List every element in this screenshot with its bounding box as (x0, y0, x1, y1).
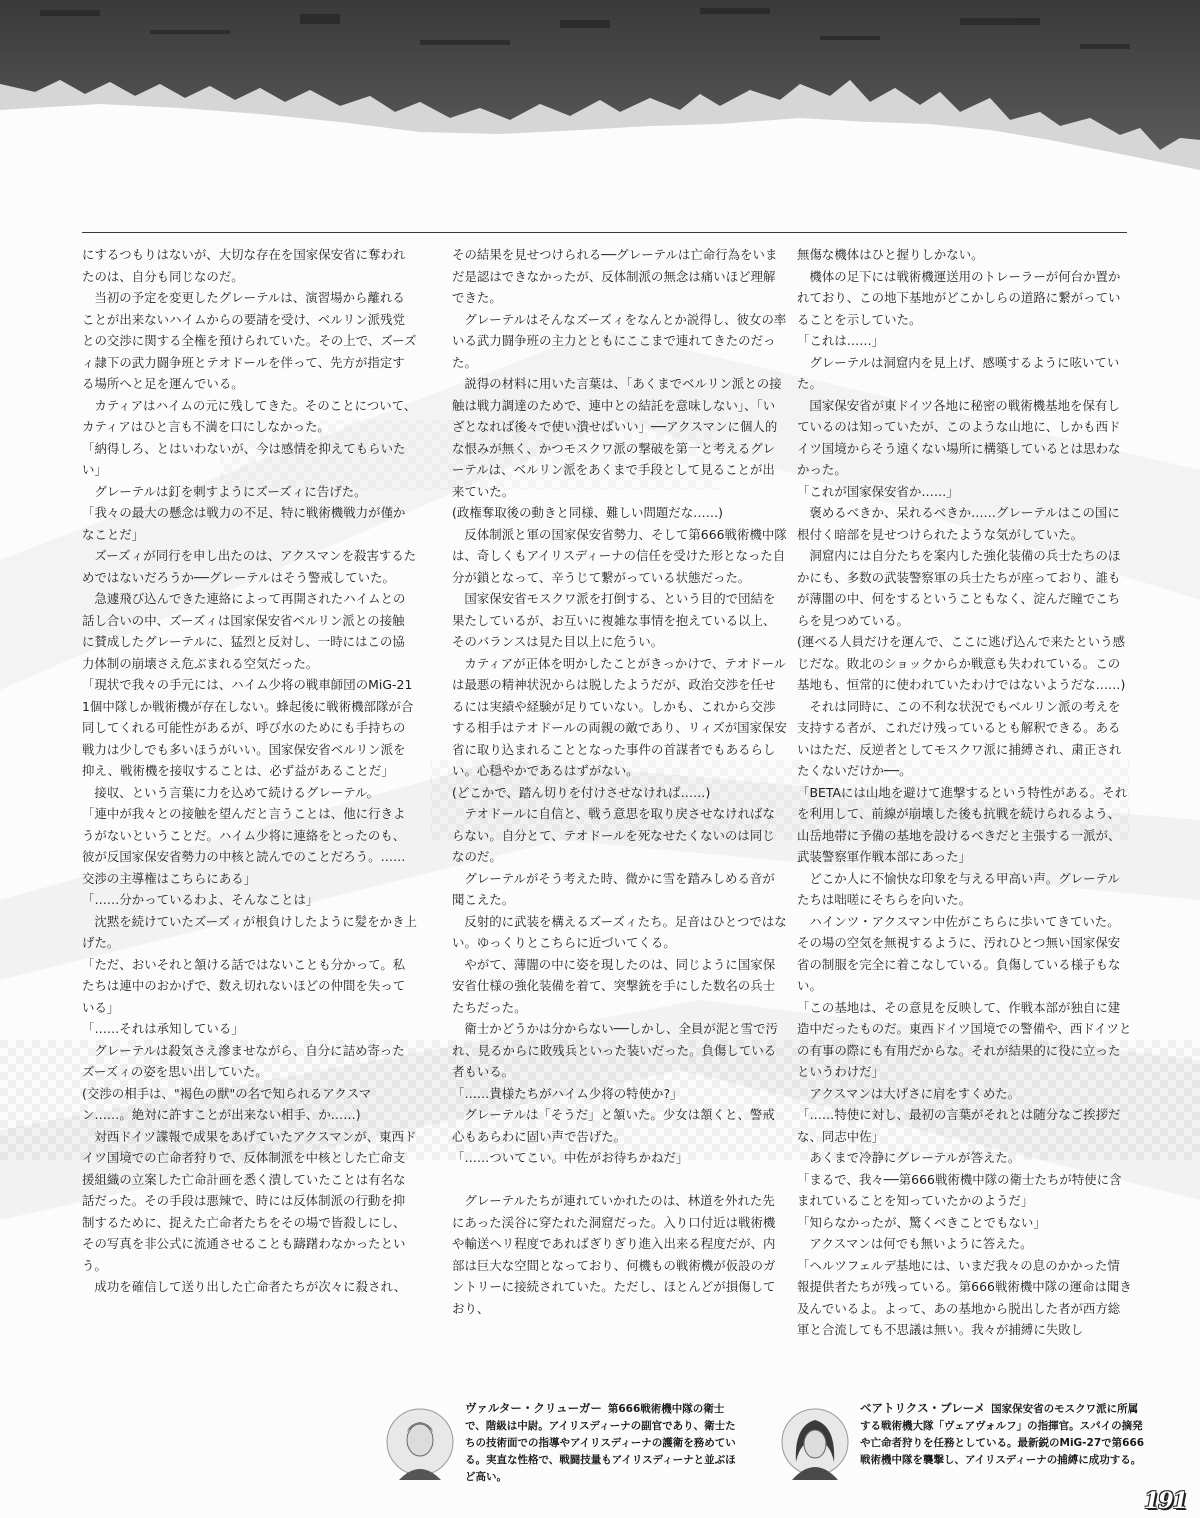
paragraph: 「ただ、おいそれと頷ける話ではないことも分かって。私たちは連中のおかげで、数え切れないほどの仲間を失っている」 (82, 956, 406, 1015)
profile-description: 国家保安省のモスクワ派に所属する戦術機大隊「ヴェアヴォルフ」の指揮官。スパイの摘発や亡命者狩りを任務としている。最新鋭のMiG-27で第666戦術機中隊を襲撃し、アイリスディーナの捕縛に成功する。 (860, 1403, 1145, 1466)
paragraph: 無傷な機体はひと握りしかない。 (797, 247, 984, 262)
avatar (385, 1402, 455, 1482)
paragraph: 「……特使に対し、最初の言葉がそれとは随分なご挨拶だな、同志中佐」 (797, 1107, 1121, 1144)
paragraph: 機体の足下には戦術機運送用のトレーラーが何台か置かれており、この地下基地がどこかしらの道路に繋がっていることを示していた。 (797, 268, 1121, 327)
paragraph: (運べる人員だけを運んで、ここに逃げ込んで来たという感じだな。敗北のショックからか戦意も失われている。この基地も、恒常的に使われていたわけではないようだな……) (797, 634, 1126, 692)
paragraph: (交渉の相手は、"褐色の獣"の名で知られるアクスマン……。絶対に許すことが出来ない相手、か……) (82, 1085, 372, 1122)
paragraph: 「……貴様たちがハイム少将の特使か?」 (452, 1085, 683, 1101)
paragraph: 「現状で我々の手元には、ハイム少将の戦車師団のMiG-21 1個中隊しか戦術機が存在しない。蜂起後に戦術機部隊が合同してくれる可能性があるが、呼び水のためにも手持ちの戦力は少しでも多いほうがいい。国家保安省ベルリン派を抑え、戦術機を接収することは、必ず益があることだ」 (82, 677, 414, 778)
paragraph: テオドールに自信と、戦う意思を取り戻させなければならない。自分とて、テオドールを死なせたくないのは同じなのだ。 (452, 806, 775, 864)
page-number: 191 (1144, 1488, 1187, 1514)
paragraph: 「……それは承知している」 (82, 1021, 244, 1036)
text-column-2 (452, 244, 787, 1394)
paragraph: カティアはハイムの元に残してきた。そのことについて、カティアはひと言も不満を口にしなかった。 (82, 397, 417, 434)
paragraph: にするつもりはないが、大切な存在を国家保安省に奪われたのは、自分も同じなのだ。 (82, 247, 406, 284)
article-body (82, 244, 1132, 1394)
paragraph: 衛士かどうかは分からない──しかし、全員が泥と雪で汚れ、見るからに敗残兵といった装いだった。負傷している者もいる。 (452, 1021, 778, 1079)
paragraph: ハインツ・アクスマン中佐がこちらに歩いてきていた。その場の空気を無視するように、汚れひとつ無い国家保安省の制服を完全に着こなしている。負傷している様子もない。 (797, 913, 1121, 993)
text-column-3 (797, 244, 1132, 1394)
paragraph: 反射的に武装を構えるズーズィたち。足音はひとつではない。ゆっくりとこちらに近づいてくる。 (452, 913, 787, 950)
paragraph: どこか人に不愉快な印象を与える甲高い声。グレーテルたちは咄嗟にそちらを向いた。 (797, 870, 1120, 907)
paragraph: 「BETAには山地を避けて進撃するという特性がある。それを利用して、前線が崩壊した後も抗戦を続けられるよう、山岳地帯に予備の基地を設けるべきだと主張する一派が、武装警察軍作戦本部にあった」 (797, 784, 1128, 864)
paragraph: 「これが国家保安省か……」 (797, 483, 959, 499)
profile-description: 第666戦術機中隊の衛士で、階級は中尉。アイリスディーナの副官であり、衛士たちの技術面での指導やアイリスディーナの護衛を務めている。実直な性格で、戦闘技量もアイリスディーナと並ぶほど高い。 (465, 1403, 736, 1483)
profile-walter-kruger (385, 1398, 745, 1508)
paragraph: 「ヘルツフェルデ基地には、いまだ我々の息のかかった情報提供者たちが残っている。第666戦術機中隊の運命は聞き及んでいるよ。よって、あの基地から脱出した者が西方総軍と合流しても不思議は無い。我々が捕縛に失敗し (797, 1257, 1132, 1337)
paragraph: 「知らなかったが、驚くべきことでもない」 (797, 1214, 1046, 1230)
header-rule (82, 232, 1127, 233)
paragraph: (政権奪取後の動きと同様、難しい問題だな……) (452, 505, 724, 520)
paragraph: 「納得しろ、とはいわないが、今は感情を抑えてもらいたい」 (82, 440, 406, 477)
paragraph: グレーテルは殺気さえ滲ませながら、自分に詰め寄ったズーズィの姿を思い出していた。 (82, 1042, 405, 1079)
paragraph: グレーテルは釘を刺すようにズーズィに告げた。 (94, 483, 367, 499)
paragraph: カティアが正体を明かしたことがきっかけで、テオドールは最悪の精神状況からは脱したようだが、政治交渉を任せるには実績や経験が足りていない。しかも、これから交渉する相手はテオドールの両親の敵であり、リィズが国家保安省に取り込まれることとなった事件の首謀者でもあるらしい。心穏やかであるはずがない。 (452, 655, 787, 778)
text-column-1 (82, 244, 417, 1394)
paragraph: 「……ついてこい。中佐がお待ちかねだ」 (452, 1150, 689, 1165)
paragraph: あくまで冷静にグレーテルが答えた。 (809, 1150, 1021, 1165)
paragraph: 急遽飛び込んできた連絡によって再開されたハイムとの話し合いの中、ズーズィは国家保安省ベルリン派との接触に賛成したグレーテルに、猛烈と反対し、一時にはこの協力体制の崩壊さえ危ぶまれる空気だった。 (82, 591, 406, 671)
character-profiles (385, 1398, 1145, 1508)
paragraph: 「これは……」 (797, 333, 885, 348)
avatar (780, 1402, 850, 1482)
paragraph: 「……分かっているわよ、そんなことは」 (82, 892, 319, 907)
paragraph: 接収、という言葉に力を込めて続けるグレーテル。 (94, 784, 379, 800)
paragraph: 褒めるべきか、呆れるべきか……グレーテルはこの国に根付く暗部を見せつけられたような気がしていた。 (797, 505, 1120, 542)
header-banner (0, 0, 1200, 200)
profile-name: ヴァルター・クリューガー (465, 1401, 602, 1415)
paragraph: その結果を見せつけられる──グレーテルは亡命行為をいまだ是認はできなかったが、反体制派の無念は痛いほど理解できた。 (452, 247, 778, 305)
paragraph: 反体制派と軍の国家保安省勢力、そして第666戦術機中隊は、奇しくもアイリスディーナの信任を受けた形となった自分が鎖となって、辛うじて繋がっている状態だった。 (452, 526, 787, 585)
paragraph: 対西ドイツ諜報で成果をあげていたアクスマンが、東西ドイツ国境での亡命者狩りで、反体制派を中核とした亡命支援組織の立案した亡命計画を悉く潰していたことは有名な話だった。その手段は悪辣で、時には反体制派の行動を抑制するために、捉えた亡命者たちをその場で皆殺しにし、その写真を非公式に流通させることも躊躇わなかったという。 (82, 1128, 417, 1273)
paragraph: ズーズィが同行を申し出たのは、アクスマンを殺害するためではないだろうか──グレーテルはそう警戒していた。 (82, 548, 417, 585)
paragraph: アクスマンは大げさに肩をすくめた。 (809, 1085, 1021, 1101)
paragraph: 説得の材料に用いた言葉は、「あくまでベルリン派との接触は戦力調達のためで、連中との結託を意味しない」、「いざとなれば後々で使い潰せばいい」──アクスマンに個人的な恨みが無く、かつモスクワ派の撃破を第一と考えるグレーテルは、ベルリン派をあくまで手段として見ることが出来ていた。 (452, 376, 782, 499)
paragraph: 国家保安省が東ドイツ各地に秘密の戦術機基地を保有しているのは知っていたが、このような山地に、しかも西ドイツ国境からそう遠くない場所に構築しているとは思わなかった。 (797, 397, 1121, 477)
paragraph: グレーテルたちが連れていかれたのは、林道を外れた先にあった渓谷に穿たれた洞窟だった。入り口付近は戦術機や輸送ヘリ程度であればぎりぎり進入出来る程度だが、内部は巨大な空間となっており、何機もの戦術機が仮設のガントリーに接続されていた。ただし、ほとんどが損傷しており、 (452, 1193, 776, 1316)
paragraph: アクスマンは何でも無いように答えた。 (809, 1236, 1033, 1251)
paragraph: 「まるで、我々──第666戦術機中隊の衛士たちが特使に含まれていることを知っていたかのようだ」 (797, 1171, 1122, 1208)
paragraph: 「連中が我々との接触を望んだと言うことは、他に行きようがないということだ。ハイム少将に連絡をとったのも、彼が反国家保安省勢力の中核と読んでのことだろう。……交渉の主導権はこちらにある」 (82, 806, 406, 886)
paragraph: それは同時に、この不利な状況でもベルリン派の考えを支持する者が、これだけ残っているとも解釈できる。あるいはただ、反逆者としてモスクワ派に捕縛され、粛正されたくないだけか──。 (797, 698, 1122, 778)
paragraph: 国家保安省モスクワ派を打倒する、という目的で団結を果たしているが、お互いに複雑な事情を抱えている以上、そのバランスは見た目以上に危うい。 (452, 591, 776, 649)
paragraph: やがて、薄闇の中に姿を現したのは、同じように国家保安省仕様の強化装備を着て、突撃銃を手にした数名の兵士たちだった。 (452, 956, 776, 1015)
paragraph: 「この基地は、その意見を反映して、作戦本部が独自に建造中だったものだ。東西ドイツ国境での警備や、西ドイツとの有事の際にも有用だからな。それが結果的に役に立ったというわけだ」 (797, 999, 1132, 1079)
profile-beatrix-brehme (780, 1398, 1150, 1508)
paragraph: 成功を確信して送り出した亡命者たちが次々に殺され、 (94, 1279, 407, 1294)
paragraph: 洞窟内には自分たちを案内した強化装備の兵士たちのほかにも、多数の武装警察軍の兵士たちが座っており、誰もが薄闇の中、何をするということもなく、淀んだ瞳でこちらを見つめている。 (797, 548, 1121, 628)
paragraph: グレーテルは「そうだ」と頷いた。少女は頷くと、警戒心もあらわに固い声で告げた。 (452, 1107, 775, 1144)
paragraph: グレーテルがそう考えた時、微かに雪を踏みしめる音が聞こえた。 (452, 870, 775, 907)
paragraph: (どこかで、踏ん切りを付けさせなければ……) (452, 784, 711, 800)
paragraph: 当初の予定を変更したグレーテルは、演習場から離れることが出来ないハイムからの要請を受け、ベルリン派残党との交渉に関する全権を預けられていた。その上で、ズーズィ隷下の武力闘争班とテオドールを伴って、先方が指定する場所へと足を運んでいる。 (82, 290, 417, 391)
paragraph: 沈黙を続けていたズーズィが根負けしたように髪をかき上げた。 (82, 913, 417, 950)
paragraph: グレーテルは洞窟内を見上げ、感嘆するように呟いていた。 (797, 354, 1120, 391)
paragraph: 「我々の最大の懸念は戦力の不足、特に戦術機戦力が僅かなことだ」 (82, 505, 406, 542)
paragraph: グレーテルはそんなズーズィをなんとか説得し、彼女の率いる武力闘争班の主力とともにここまで連れてきたのだった。 (452, 311, 787, 370)
profile-name: ベアトリクス・ブレーメ (860, 1401, 986, 1415)
